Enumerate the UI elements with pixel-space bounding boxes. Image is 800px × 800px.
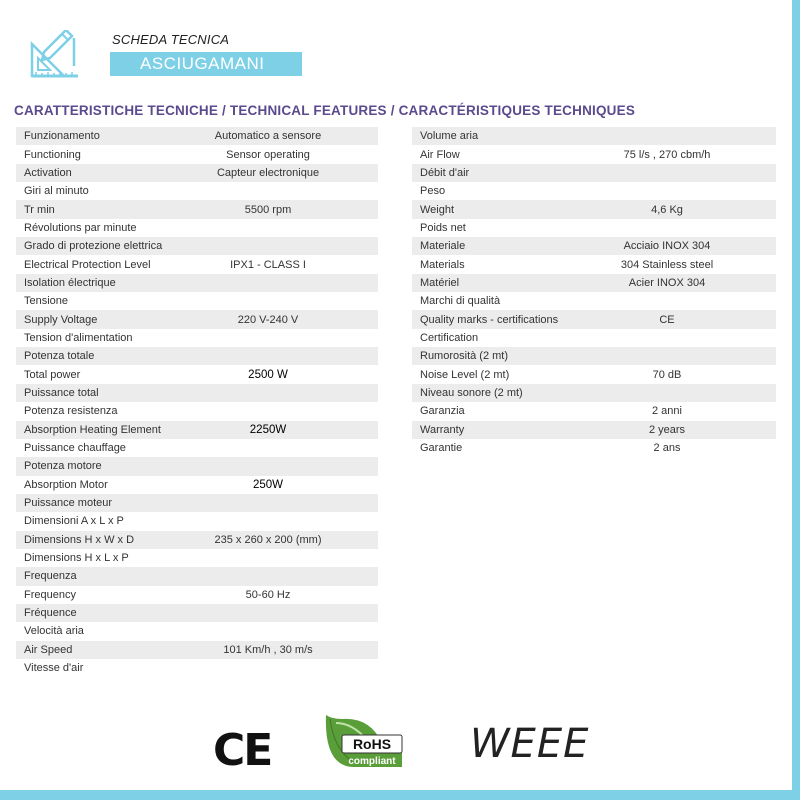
spec-row bbox=[16, 641, 378, 659]
spec-label: Isolation électrique bbox=[24, 276, 116, 289]
spec-label: Dimensioni A x L x P bbox=[24, 515, 124, 528]
spec-label: Frequenza bbox=[24, 570, 77, 583]
spec-row bbox=[412, 421, 776, 439]
spec-label: Potenza motore bbox=[24, 460, 102, 473]
spec-row bbox=[16, 586, 378, 604]
spec-label: Absorption Motor bbox=[24, 478, 108, 491]
spec-row bbox=[412, 237, 776, 255]
spec-label: Electrical Protection Level bbox=[24, 258, 151, 271]
spec-value: IPX1 - CLASS I bbox=[230, 258, 306, 271]
spec-row bbox=[412, 402, 776, 420]
spec-label: Noise Level (2 mt) bbox=[420, 368, 510, 381]
header-subtitle: SCHEDA TECNICA bbox=[112, 32, 230, 47]
weee-logo: WEEE bbox=[470, 721, 590, 767]
spec-value: 235 x 260 x 200 (mm) bbox=[214, 533, 322, 546]
spec-value: 75 l/s , 270 cbm/h bbox=[623, 148, 711, 161]
spec-value: Capteur electronique bbox=[216, 166, 320, 179]
spec-row bbox=[412, 347, 776, 365]
spec-label: Puissance moteur bbox=[24, 497, 113, 510]
spec-row bbox=[412, 200, 776, 218]
spec-row bbox=[412, 274, 776, 292]
spec-row bbox=[412, 439, 776, 457]
spec-value: Automatico a sensore bbox=[214, 130, 322, 143]
section-title: CARATTERISTICHE TECNICHE / TECHNICAL FEATURES / CARACTÉRISTIQUES TECHNIQUES bbox=[14, 103, 636, 118]
frame-right-border bbox=[792, 0, 800, 800]
rohs-compliant-logo bbox=[322, 709, 406, 771]
spec-table-right bbox=[412, 127, 776, 457]
header-title: ASCIUGAMANI bbox=[110, 52, 302, 76]
spec-row bbox=[16, 494, 378, 512]
spec-row bbox=[16, 182, 378, 200]
spec-row bbox=[16, 329, 378, 347]
spec-label: Rumorosità (2 mt) bbox=[420, 350, 509, 363]
spec-label: Révolutions par minute bbox=[24, 221, 137, 234]
ce-mark-logo: CE bbox=[213, 725, 272, 776]
spec-label: Absorption Heating Element bbox=[24, 423, 161, 436]
spec-label: Giri al minuto bbox=[24, 185, 89, 198]
spec-row bbox=[16, 384, 378, 402]
spec-row bbox=[16, 402, 378, 420]
spec-label: Funzionamento bbox=[24, 130, 100, 143]
spec-label: Velocità aria bbox=[24, 625, 84, 638]
spec-row bbox=[16, 512, 378, 530]
spec-label: Warranty bbox=[420, 423, 465, 436]
spec-label: Dimensions H x L x P bbox=[24, 552, 129, 565]
spec-row bbox=[412, 145, 776, 163]
spec-row bbox=[16, 439, 378, 457]
spec-row bbox=[412, 384, 776, 402]
drafting-tools-icon bbox=[30, 30, 80, 78]
spec-row bbox=[16, 200, 378, 218]
spec-label: Air Speed bbox=[24, 643, 73, 656]
spec-label: Matériel bbox=[420, 276, 460, 289]
spec-value: 2500 W bbox=[248, 368, 288, 381]
spec-value: 70 dB bbox=[652, 368, 682, 381]
spec-label: Frequency bbox=[24, 588, 76, 601]
spec-label: Garantie bbox=[420, 442, 463, 455]
spec-label: Quality marks - certifications bbox=[420, 313, 559, 326]
spec-row bbox=[16, 145, 378, 163]
spec-label: Débit d'air bbox=[420, 166, 470, 179]
spec-value: Acciaio INOX 304 bbox=[623, 240, 711, 253]
spec-row bbox=[412, 182, 776, 200]
spec-label: Peso bbox=[420, 185, 446, 198]
spec-label: Puissance total bbox=[24, 386, 99, 399]
spec-label: Air Flow bbox=[420, 148, 460, 161]
spec-row bbox=[16, 274, 378, 292]
spec-row bbox=[16, 255, 378, 273]
spec-row bbox=[16, 347, 378, 365]
spec-label: Poids net bbox=[420, 221, 466, 234]
rohs-logo-name: RoHS bbox=[352, 736, 392, 752]
spec-value: 2 anni bbox=[652, 405, 682, 418]
spec-label: Tensione bbox=[24, 295, 69, 308]
spec-label: Dimensions H x W x D bbox=[24, 533, 135, 546]
spec-row bbox=[412, 127, 776, 145]
spec-row bbox=[16, 310, 378, 328]
spec-row bbox=[16, 421, 378, 439]
spec-row bbox=[16, 659, 378, 677]
spec-row bbox=[412, 365, 776, 383]
header bbox=[30, 30, 330, 80]
spec-value: Sensor operating bbox=[226, 148, 310, 161]
spec-row bbox=[16, 457, 378, 475]
spec-row bbox=[16, 531, 378, 549]
spec-row bbox=[412, 219, 776, 237]
spec-label: Vitesse d'air bbox=[24, 662, 84, 675]
spec-row bbox=[16, 549, 378, 567]
spec-row bbox=[16, 237, 378, 255]
spec-value: 5500 rpm bbox=[244, 203, 292, 216]
spec-row bbox=[16, 219, 378, 237]
spec-row bbox=[16, 365, 378, 383]
certification-logos bbox=[0, 705, 800, 775]
spec-value: 2 ans bbox=[653, 442, 681, 455]
spec-value: 2 years bbox=[648, 423, 686, 436]
spec-row bbox=[16, 476, 378, 494]
spec-label: Volume aria bbox=[420, 130, 479, 143]
spec-label: Materiale bbox=[420, 240, 466, 253]
spec-row bbox=[16, 567, 378, 585]
spec-label: Weight bbox=[420, 203, 455, 216]
spec-label: Supply Voltage bbox=[24, 313, 98, 326]
spec-label: Tr min bbox=[24, 203, 55, 216]
spec-value: 220 V-240 V bbox=[237, 313, 299, 326]
spec-label: Materials bbox=[420, 258, 465, 271]
spec-row bbox=[412, 164, 776, 182]
spec-value: 50-60 Hz bbox=[245, 588, 291, 601]
spec-label: Grado di protezione elettrica bbox=[24, 240, 163, 253]
spec-label: Potenza resistenza bbox=[24, 405, 118, 418]
spec-label: Activation bbox=[24, 166, 72, 179]
spec-table-left bbox=[16, 127, 378, 677]
spec-value: 4,6 Kg bbox=[651, 203, 683, 216]
spec-row bbox=[16, 127, 378, 145]
spec-value: 250W bbox=[252, 478, 284, 491]
spec-row bbox=[412, 292, 776, 310]
spec-row bbox=[16, 292, 378, 310]
spec-label: Marchi di qualità bbox=[420, 295, 501, 308]
spec-label: Certification bbox=[420, 331, 479, 344]
spec-value: CE bbox=[659, 313, 675, 326]
spec-value: Acier INOX 304 bbox=[628, 276, 706, 289]
spec-label: Tension d'alimentation bbox=[24, 331, 133, 344]
spec-value: 101 Km/h , 30 m/s bbox=[223, 643, 313, 656]
spec-row bbox=[16, 604, 378, 622]
spec-row bbox=[412, 255, 776, 273]
spec-value: 304 Stainless steel bbox=[620, 258, 714, 271]
spec-label: Garanzia bbox=[420, 405, 465, 418]
frame-bottom-border bbox=[0, 790, 800, 800]
spec-row bbox=[16, 622, 378, 640]
spec-label: Puissance chauffage bbox=[24, 442, 126, 455]
spec-label: Total power bbox=[24, 368, 81, 381]
spec-label: Functioning bbox=[24, 148, 81, 161]
spec-label: Fréquence bbox=[24, 607, 77, 620]
spec-row bbox=[412, 329, 776, 347]
spec-row bbox=[412, 310, 776, 328]
spec-label: Potenza totale bbox=[24, 350, 95, 363]
spec-label: Niveau sonore (2 mt) bbox=[420, 386, 523, 399]
spec-row bbox=[16, 164, 378, 182]
spec-value: 2250W bbox=[249, 423, 287, 436]
rohs-logo-sub: compliant bbox=[348, 756, 396, 767]
